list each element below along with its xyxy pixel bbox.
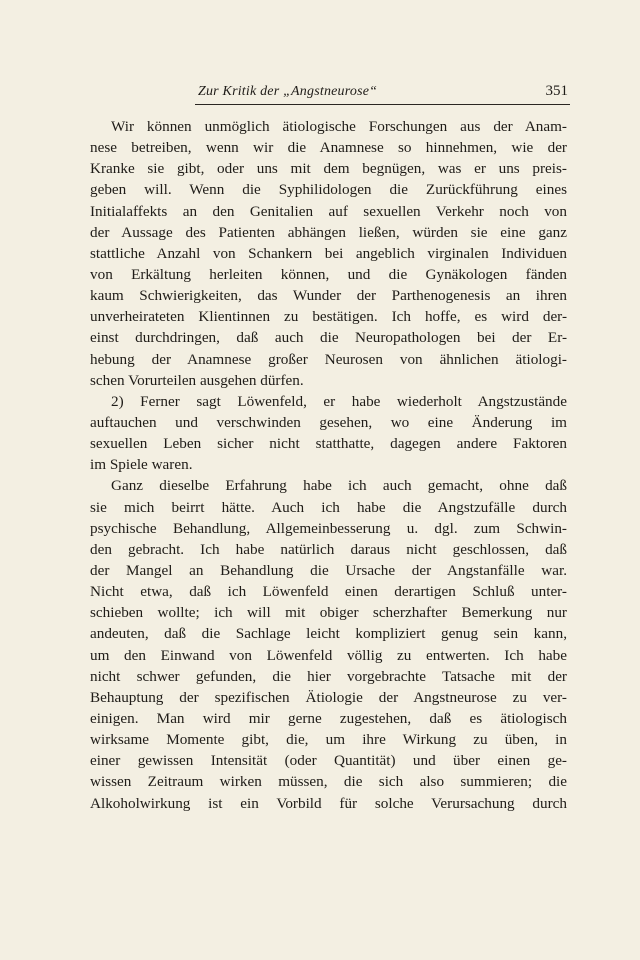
text-line: 2) Ferner sagt Löwenfeld, er habe wiederholt Angstzustände	[111, 392, 567, 410]
text-line: einigen. Man wird mir gerne zugestehen, daß es ätiologisch	[90, 709, 567, 727]
text-line: wissen Zeitraum wirken müssen, die sich also summieren; die	[90, 773, 567, 791]
text-line: im Spiele waren.	[90, 456, 193, 474]
header-rule	[195, 104, 570, 105]
text-line: Behauptung der spezifischen Ätiologie der Angstneurose zu ver-	[90, 688, 567, 706]
header-title: Zur Kritik der „Angstneurose“	[198, 84, 378, 99]
text-line: Wir können unmöglich ätiologische Forschungen aus der Anam-	[111, 118, 567, 135]
text-line: von Erkältung herleiten können, und die Gynäkologen fänden	[90, 265, 567, 283]
text-line: psychische Behandlung, Allgemeinbesserung u. dgl. zum Schwin-	[90, 519, 567, 537]
text-line: wirksame Momente gibt, die, um ihre Wirkung zu üben, in	[90, 731, 567, 749]
running-header	[198, 84, 568, 106]
text-line: nese betreiben, wenn wir die Anamnese so hinnehmen, wie der	[90, 139, 567, 157]
text-line: schieben wollte; ich will mit obiger scherzhafter Bemerkung nur	[90, 604, 567, 622]
text-line: Nicht etwa, daß ich Löwenfeld einen derartigen Schluß unter-	[90, 583, 567, 601]
text-line: der Aussage des Patienten abhängen ließen, würden sie eine ganz	[90, 223, 567, 241]
text-line: sie mich beirrt hätte. Auch ich habe die Angstzufälle durch	[90, 498, 567, 516]
text-line: unverheirateten Klientinnen zu bestätigen. Ich hoffe, es wird der-	[90, 308, 567, 326]
body-text	[90, 116, 567, 814]
text-line: auftauchen und verschwinden gesehen, wo eine Änderung im	[90, 413, 567, 431]
text-line: den gebracht. Ich habe natürlich daraus nicht geschlossen, daß	[90, 540, 567, 558]
page-number: 351	[545, 83, 568, 99]
text-line: hebung der Anamnese großer Neurosen von ähnlichen ätiologi-	[90, 350, 567, 368]
text-line: sexuellen Leben sicher nicht statthatte, dagegen andere Faktoren	[90, 435, 567, 453]
text-line: um den Einwand von Löwenfeld völlig zu entwerten. Ich habe	[90, 646, 567, 664]
text-line: stattliche Anzahl von Schankern bei angeblich virginalen Individuen	[90, 244, 567, 262]
text-line: nicht schwer gefunden, die hier vorgebrachte Tatsache mit der	[90, 667, 567, 685]
text-line: einer gewissen Intensität (oder Quantität) und über einen ge-	[90, 752, 567, 770]
text-line: kaum Schwierigkeiten, das Wunder der Parthenogenesis an ihren	[90, 287, 567, 305]
text-line: geben will. Wenn die Syphilidologen die Zurückführung eines	[90, 181, 567, 199]
text-line: einst durchdringen, daß auch die Neuropathologen bei der Er-	[90, 329, 567, 347]
text-line: Ganz dieselbe Erfahrung habe ich auch gemacht, ohne daß	[111, 477, 567, 495]
text-line: schen Vorurteilen ausgehen dürfen.	[90, 371, 304, 389]
text-line: Alkoholwirkung ist ein Vorbild für solche Verursachung durch	[90, 794, 567, 812]
text-line: Kranke sie gibt, oder uns mit dem begnügen, was er uns preis-	[90, 160, 567, 178]
text-line: Initialaffekts an den Genitalien auf sexuellen Verkehr noch von	[90, 202, 567, 220]
text-line: der Mangel an Behandlung die Ursache der Angstanfälle war.	[90, 561, 567, 579]
text-line: andeuten, daß die Sachlage leicht kompliziert genug sein kann,	[90, 625, 567, 643]
